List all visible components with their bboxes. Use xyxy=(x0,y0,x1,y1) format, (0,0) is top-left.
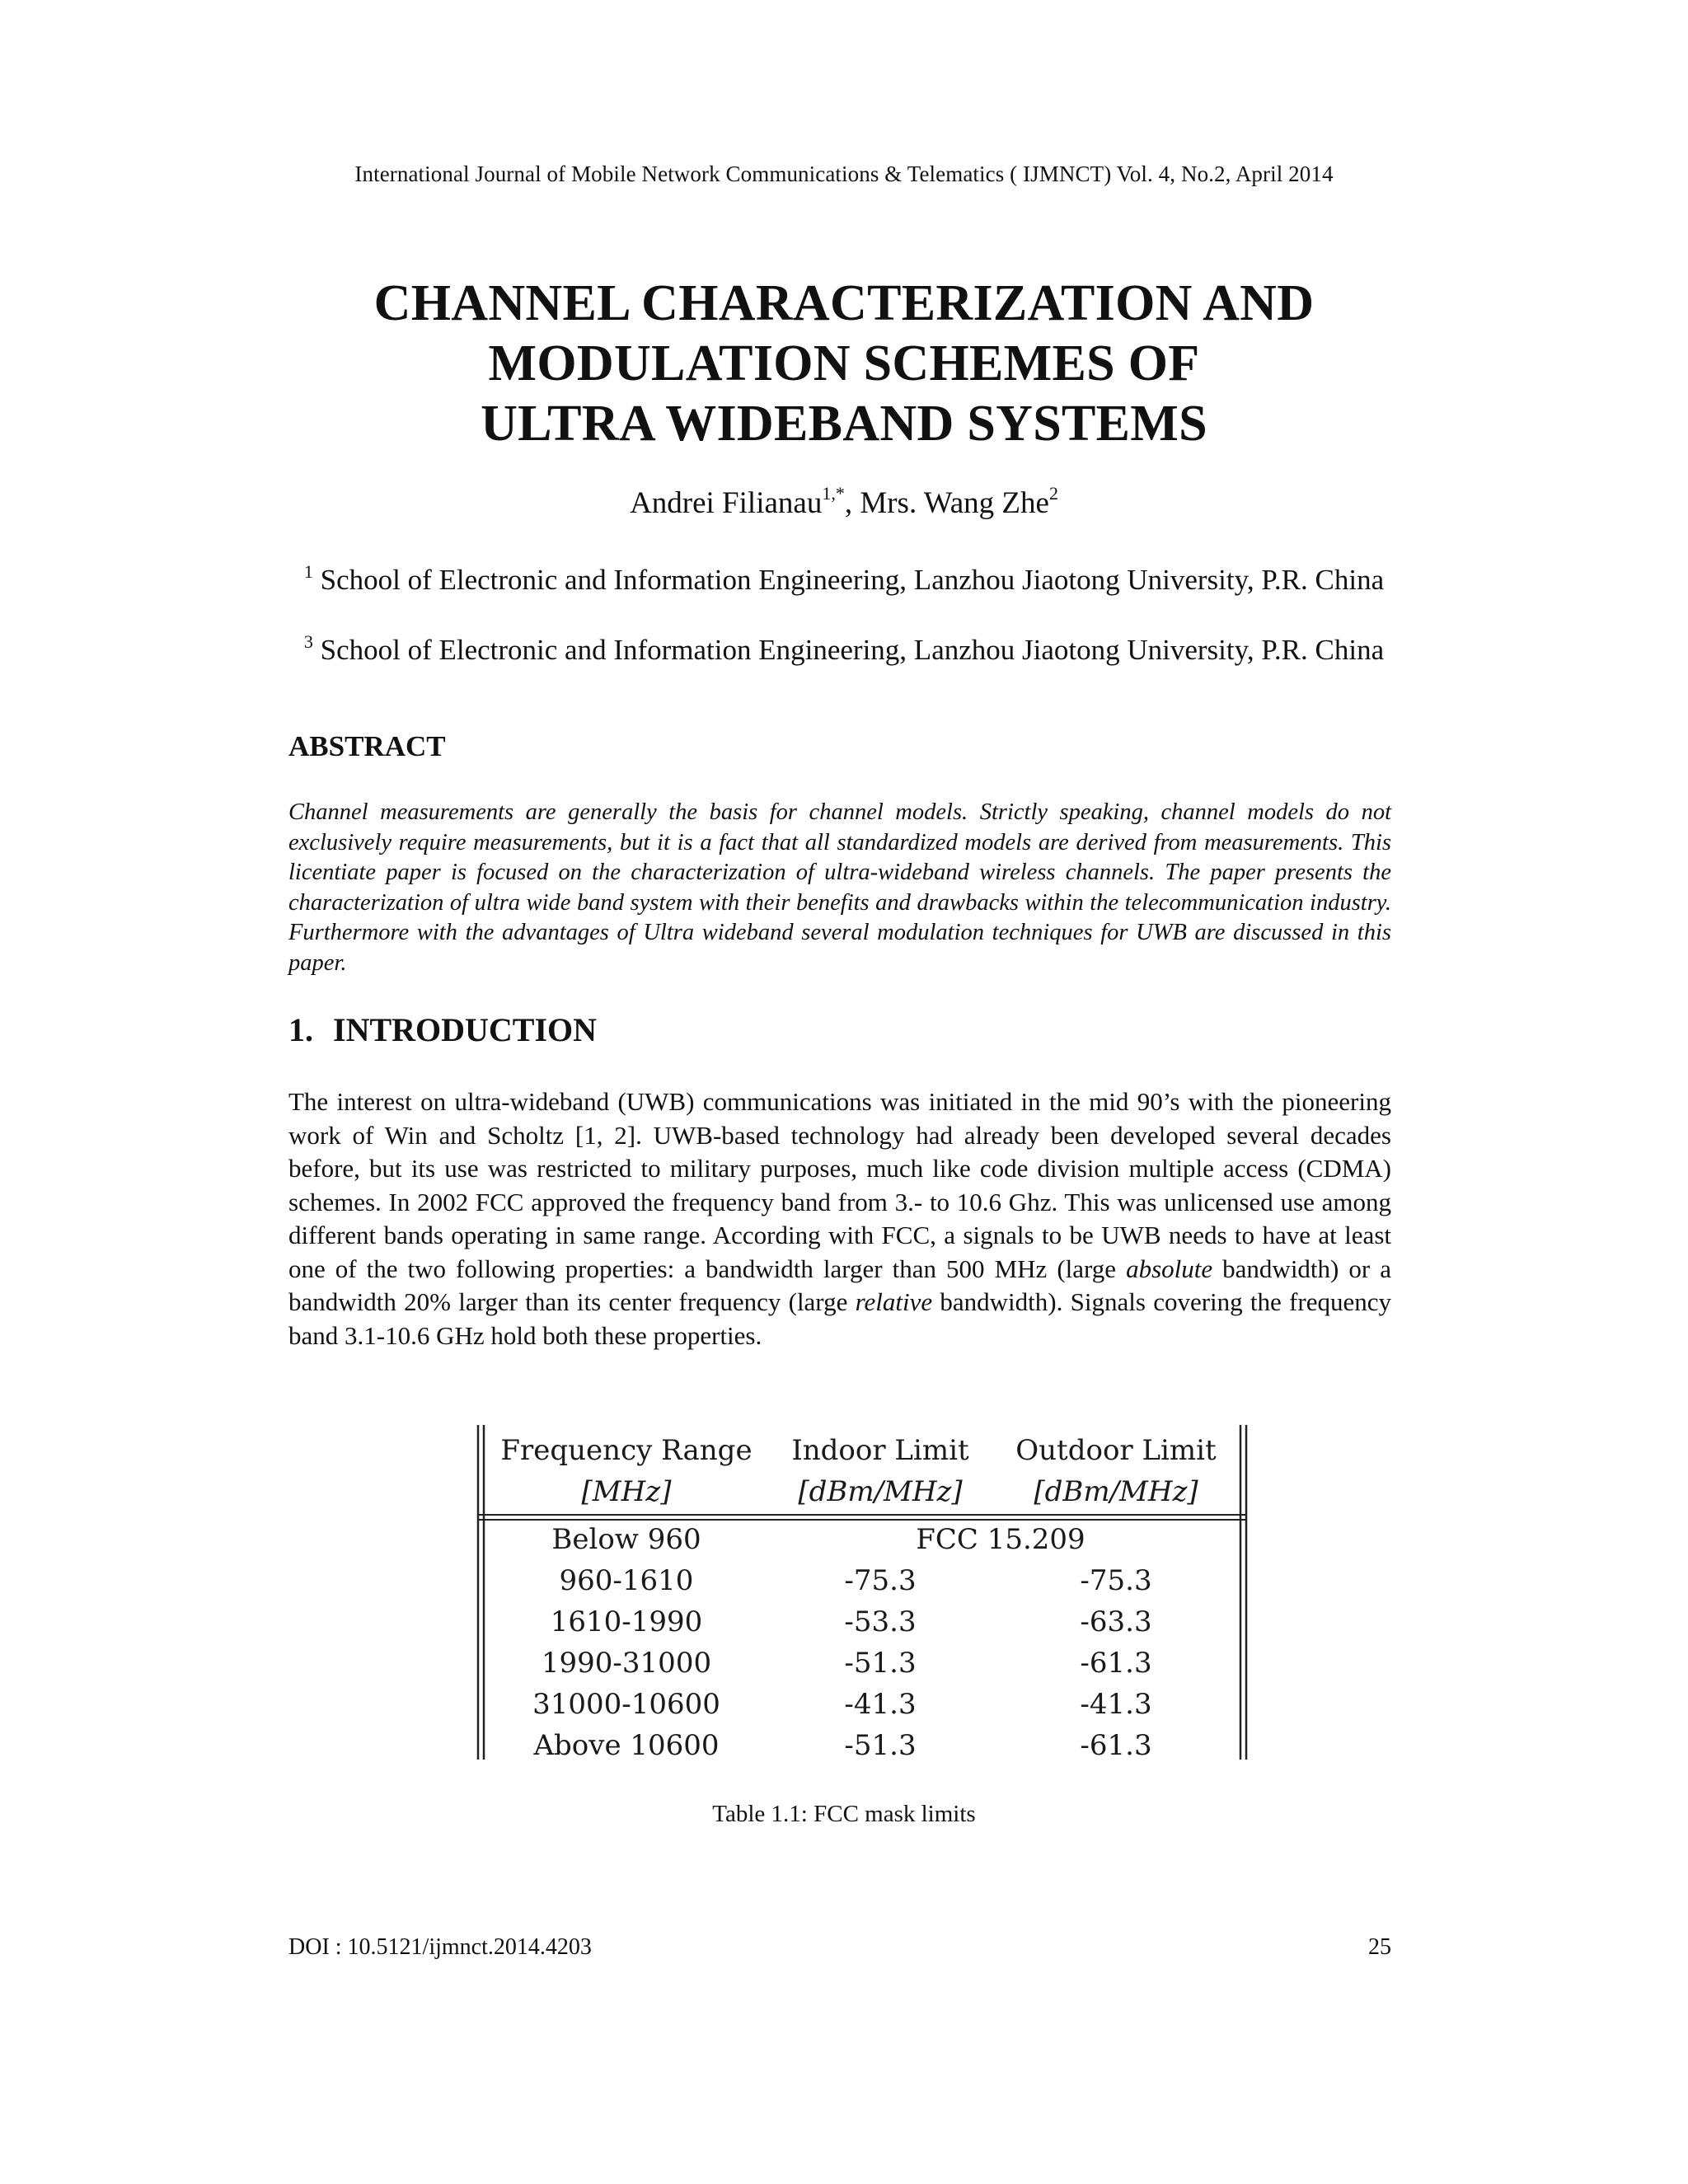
column-header: Indoor Limit xyxy=(791,1434,969,1467)
section-title: INTRODUCTION xyxy=(333,1011,598,1048)
table-cell: -41.3 xyxy=(1080,1688,1152,1721)
table-cell-merged: FCC 15.209 xyxy=(916,1523,1085,1556)
table-cell: -53.3 xyxy=(844,1605,917,1638)
table-cell: -75.3 xyxy=(1080,1564,1152,1597)
table-cell: 31000-10600 xyxy=(532,1688,720,1721)
table-cell: -61.3 xyxy=(1080,1647,1152,1680)
affiliation xyxy=(280,624,1408,668)
paragraph-text: bandwidth). Signals covering the frequency band 3.1-10.6 GHz hold both these properties. xyxy=(288,1287,1391,1350)
title-line: ULTRA WIDEBAND SYSTEMS xyxy=(481,396,1207,452)
table-cell: Below 960 xyxy=(551,1523,701,1556)
table-cell: -51.3 xyxy=(844,1647,917,1680)
fcc-mask-table xyxy=(476,1425,1248,1760)
paragraph-text: The interest on ultra-wideband (UWB) communications was initiated in the mid 90’s with the pioneering work of Win and Scholtz [1, 2]. UWB-based technology had already been developed several decades before, but its use was restricted to military purposes, much like code division multiple access (CDMA) schemes. In 2002 FCC approved the frequency band from 3.- to 10.6 Ghz. This was unlicensed use among different bands operating in same range. According with FCC, a signals to be UWB needs to have at least one of the two following properties: a bandwidth larger than 500 MHz (large xyxy=(288,1087,1391,1283)
author-separator: , xyxy=(844,486,860,520)
table-caption: Table 1.1: FCC mask limits xyxy=(712,1801,976,1827)
table-cell: -75.3 xyxy=(844,1564,917,1597)
running-header: International Journal of Mobile Network Communications & Telematics ( IJMNCT) Vol. 4, No.2, April 2014 xyxy=(354,162,1334,186)
column-header: Outdoor Limit xyxy=(1015,1434,1217,1467)
author-superscript: 2 xyxy=(1048,483,1058,504)
table-row xyxy=(488,1601,1236,1643)
title-line: MODULATION SCHEMES OF xyxy=(488,335,1200,391)
table-cell: -61.3 xyxy=(1080,1729,1152,1762)
table-cell: -41.3 xyxy=(844,1688,917,1721)
section-heading-introduction xyxy=(288,1010,597,1049)
column-header: Frequency Range xyxy=(500,1434,753,1467)
table-header-row xyxy=(488,1430,1236,1471)
table-cell: -51.3 xyxy=(844,1729,917,1762)
affiliation-text: School of Electronic and Information Engineering, Lanzhou Jiaotong University, P.R. China xyxy=(312,634,1385,666)
table-row xyxy=(488,1725,1236,1766)
affiliation-marker: 1 xyxy=(303,561,313,582)
author-name: Andrei Filianau xyxy=(630,486,823,520)
emphasis-text: absolute xyxy=(1126,1254,1213,1283)
table-cell: 1610-1990 xyxy=(550,1605,703,1638)
column-unit: [dBm/MHz] xyxy=(1034,1475,1198,1508)
introduction-paragraph xyxy=(288,1085,1391,1352)
paragraph-text: bandwidth) or a bandwidth 20% larger than its center frequency (large xyxy=(288,1254,1391,1316)
table-units-row xyxy=(488,1471,1236,1512)
table-row xyxy=(488,1560,1236,1601)
affiliation-text: School of Electronic and Information Engineering, Lanzhou Jiaotong University, P.R. China xyxy=(312,564,1385,596)
table-row xyxy=(488,1519,1236,1560)
table-grid xyxy=(488,1430,1236,1766)
title-line: CHANNEL CHARACTERIZATION AND xyxy=(373,275,1315,331)
table-cell: 960-1610 xyxy=(559,1564,694,1597)
affiliation-marker: 3 xyxy=(303,631,313,652)
author-superscript: 1,* xyxy=(822,483,845,504)
column-unit: [MHz] xyxy=(581,1475,672,1508)
section-number: 1. xyxy=(288,1011,313,1048)
paper-title xyxy=(247,274,1441,454)
footer-doi: DOI : 10.5121/ijmnct.2014.4203 xyxy=(288,1934,592,1960)
column-unit: [dBm/MHz] xyxy=(798,1475,963,1508)
table-cell: Above 10600 xyxy=(533,1729,720,1762)
table-row xyxy=(488,1684,1236,1725)
author-list xyxy=(0,483,1688,521)
page-number: 25 xyxy=(1368,1934,1391,1960)
emphasis-text: relative xyxy=(855,1287,933,1316)
affiliation xyxy=(280,554,1408,598)
abstract-heading: ABSTRACT xyxy=(288,730,446,762)
table-cell: 1990-31000 xyxy=(541,1647,712,1680)
author-name: Mrs. Wang Zhe xyxy=(860,486,1049,520)
abstract-body: Channel measurements are generally the basis for channel models. Strictly speaking, channel models do not exclusively require measurements, but it is a fact that all standardized models are derived from measurements. This licentiate paper is focused on the characterization of ultra-wideband wireless channels. The paper presents the characterization of ultra wide band system with their benefits and drawbacks within the telecommunication industry. Furthermore with the advantages of Ultra wideband several modulation techniques for UWB are discussed in this paper. xyxy=(288,799,1391,976)
table-row xyxy=(488,1643,1236,1684)
table-cell: -63.3 xyxy=(1080,1605,1152,1638)
